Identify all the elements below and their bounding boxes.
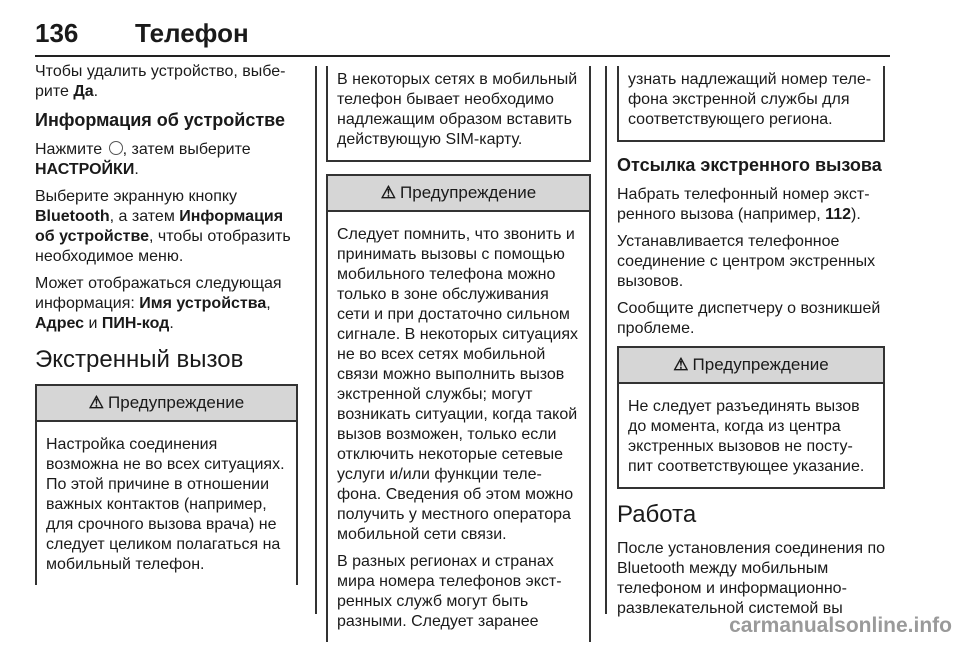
column-divider [605,66,607,614]
bold-text: 112 [825,206,851,223]
warning-icon: ⚠ [673,355,689,374]
bold-text: Bluetooth [35,208,110,225]
bold-text: ПИН-код [101,315,170,332]
paragraph: Сообщите диспетчеру о возникшей проблеме. [617,300,881,337]
warning-text: Настройка соединения возможна не во всех ситуациях. По этой причине в отношении важных контактов (например, для срочного вызова врача) не следует целиком полагаться на мобильный телефон. [46,436,285,573]
paragraph [35,187,298,267]
warning-text [328,212,589,642]
bold-text: Да [73,83,94,100]
text: Набрать телефонный номер экст-ренного вызова (например, [617,186,870,223]
section-heading: Отсылка экстренного вызова [617,155,882,175]
text: Выберите экранную кнопку [35,188,238,205]
text: . [134,161,139,178]
text: ). [850,206,861,223]
text: Может отображаться следующая информация: [35,275,282,312]
paragraph [35,274,298,334]
text: Нажмите [35,141,107,158]
warning-icon: ⚠ [88,393,105,412]
text: , [266,295,271,312]
page-title: Телефон [135,18,249,48]
warning-box [617,346,885,489]
paragraph [35,62,298,102]
paragraph [35,140,298,180]
home-icon [109,141,123,155]
warning-paragraph: Следует помнить, что звонить и принимать вызовы с помощью мобильного телефона можно только в зоне обслуживания сети и при достаточно сильном сигнале. В некоторых ситуациях не во всех сетях мобильной связи можно выполнить вызов экстренной службы; могут возникать ситуации, когда такой вызов возможен, только если отключить некоторые сетевые услуги и/или функции теле-фона. Сведения об этом можно получить у местного оператора мобильной сети связи. [337,226,579,543]
page-number: 136 [35,18,79,48]
paragraph: Устанавливается телефонное соединение с центром экстренных вызовов. [617,233,876,290]
bold-text: Имя устройства [139,295,267,312]
section-heading: Информация об устройстве [35,110,286,130]
text: , а затем [109,208,180,225]
column-divider [315,66,317,614]
warning-title: Предупреждение [400,183,537,202]
warning-header [619,348,883,384]
warning-box-continued [617,66,885,142]
text: и [84,315,102,332]
paragraph: После установления соединения по Bluetooth между мобильным телефоном и информационно-развлекательной системой вы [617,540,886,617]
column-1 [35,62,298,597]
column-2 [326,66,591,654]
chapter-heading: Экстренный вызов [35,346,244,373]
text: , чтобы отобразить необходимое меню. [35,228,291,265]
warning-box [35,384,298,585]
bold-text: НАСТРОЙКИ [35,161,135,178]
warning-box [326,174,591,642]
warning-header [328,176,589,212]
warning-text: узнать надлежащий номер теле-фона экстренной службы для соответствующего региона. [628,71,872,128]
warning-paragraph: В разных регионах и странах мира номера телефонов экст-ренных служб могут быть разными. Следует заранее [337,553,562,630]
text: . [93,83,99,100]
warning-text: Не следует разъединять вызов до момента, когда из центра экстренных вызовов не посту-пит соответствующее указание. [628,398,865,475]
warning-title: Предупреждение [692,355,829,374]
header-rule [35,55,890,57]
warning-title: Предупреждение [108,393,245,412]
watermark: carmanualsonline.info [729,614,952,637]
text: , затем выберите [122,141,251,158]
text: . [169,315,174,332]
paragraph [617,185,885,225]
warning-header [37,386,296,422]
warning-box-continued [326,66,591,162]
chapter-heading: Работа [617,501,697,528]
warning-text: В некоторых сетях в мобильный телефон бывает необходимо надлежащим образом вставить действующую SIM-карту. [337,71,578,148]
text: Чтобы удалить устройство, выбе-рите [35,63,286,100]
column-3 [617,66,885,626]
warning-icon: ⚠ [380,183,397,202]
bold-text: Информация об устройстве [35,208,284,245]
bold-text: Адрес [35,315,85,332]
